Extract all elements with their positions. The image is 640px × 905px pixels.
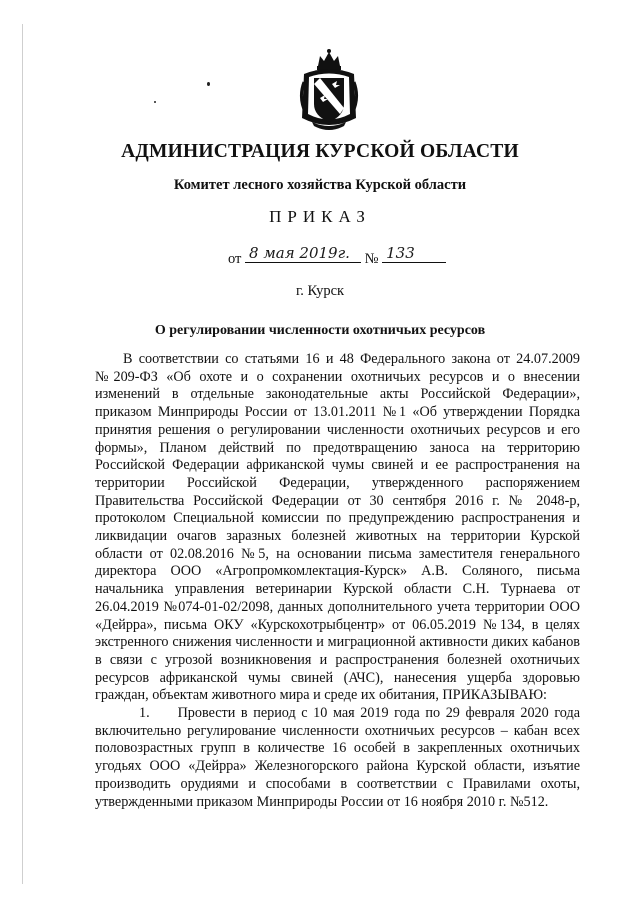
- handwritten-number: 133: [386, 244, 415, 262]
- order-body: [95, 351, 580, 811]
- preamble-paragraph: В соответствии со статьями 16 и 48 Федерального закона от 24.07.2009 №209-ФЗ «Об охоте и о сохранении охотничьих ресурсов и о внесении изменений в отдельные законодательные акты Российской Федерации», приказом Минприроды России от 13.01.2011 №1 «Об утверждении Порядка принятия решения о регулировании численности охотничьих ресурсов и его формы», Планом действий по предотвращению заноса на территорию Российской Федерации африканской чумы свиней и ее распространения на территории Российской Федерации, утвержденного распоряжением Правительства Российской Федерации от 30 сентября 2016 г. № 2048-р, протоколом Специальной комиссии по предупреждению распространения и ликвидации очагов заразных болезней животных на территории Курской области от 02.08.2016 №5, на основании письма заместителя генерального директора ООО «Агропромкомлектация-Курск» А.В. Соляного, письма начальника управления ветеринарии Курской области С.Н. Турнаева от 26.04.2019 №074-01-02/2098, данных дополнительного учета территории ООО «Дейрра», письма ОКУ «Курскохотрыбцентр» от 06.05.2019 №134, в целях экстренного снижения численности и миграционной активности диких кабанов в связи с угрозой возникновения и распространения болезней охотничьих ресурсов африканской чумы свиней (АЧС), нанесения ущерба здоровью граждан, объектам животного мира и среде их обитания, ПРИКАЗЫВАЮ:: [95, 351, 580, 704]
- coat-of-arms-emblem: [298, 48, 360, 132]
- date-prefix: от: [228, 251, 242, 267]
- scan-speck: [154, 101, 156, 103]
- committee-name: Комитет лесного хозяйства Курской области: [173, 177, 467, 193]
- scan-speck: [207, 82, 210, 86]
- document-type: ПРИКАЗ: [269, 207, 371, 226]
- date-field: [245, 246, 361, 263]
- order-subject: О регулировании численности охотничьих ресурсов: [154, 323, 486, 338]
- date-number-line: [228, 246, 446, 268]
- number-prefix: №: [364, 251, 379, 267]
- organization-title: АДМИНИСТРАЦИЯ КУРСКОЙ ОБЛАСТИ: [121, 141, 519, 162]
- order-item-1: 1. Провести в период с 10 мая 2019 года по 29 февраля 2020 года включительно регулирование численности охотничьих ресурсов – кабан всех половозрастных групп в количестве 16 особей в закрепленных охотничьих угодьях ООО «Дейрра» Железногорского района Курской области, изъятие производить орудиями и способами в соответствии с Правилами охоты, утвержденными приказом Минприроды России от 16 ноября 2010 г. №512.: [95, 705, 580, 810]
- city: г. Курск: [295, 283, 345, 299]
- number-field: [382, 246, 446, 263]
- handwritten-date: 8 мая 2019г.: [249, 244, 350, 262]
